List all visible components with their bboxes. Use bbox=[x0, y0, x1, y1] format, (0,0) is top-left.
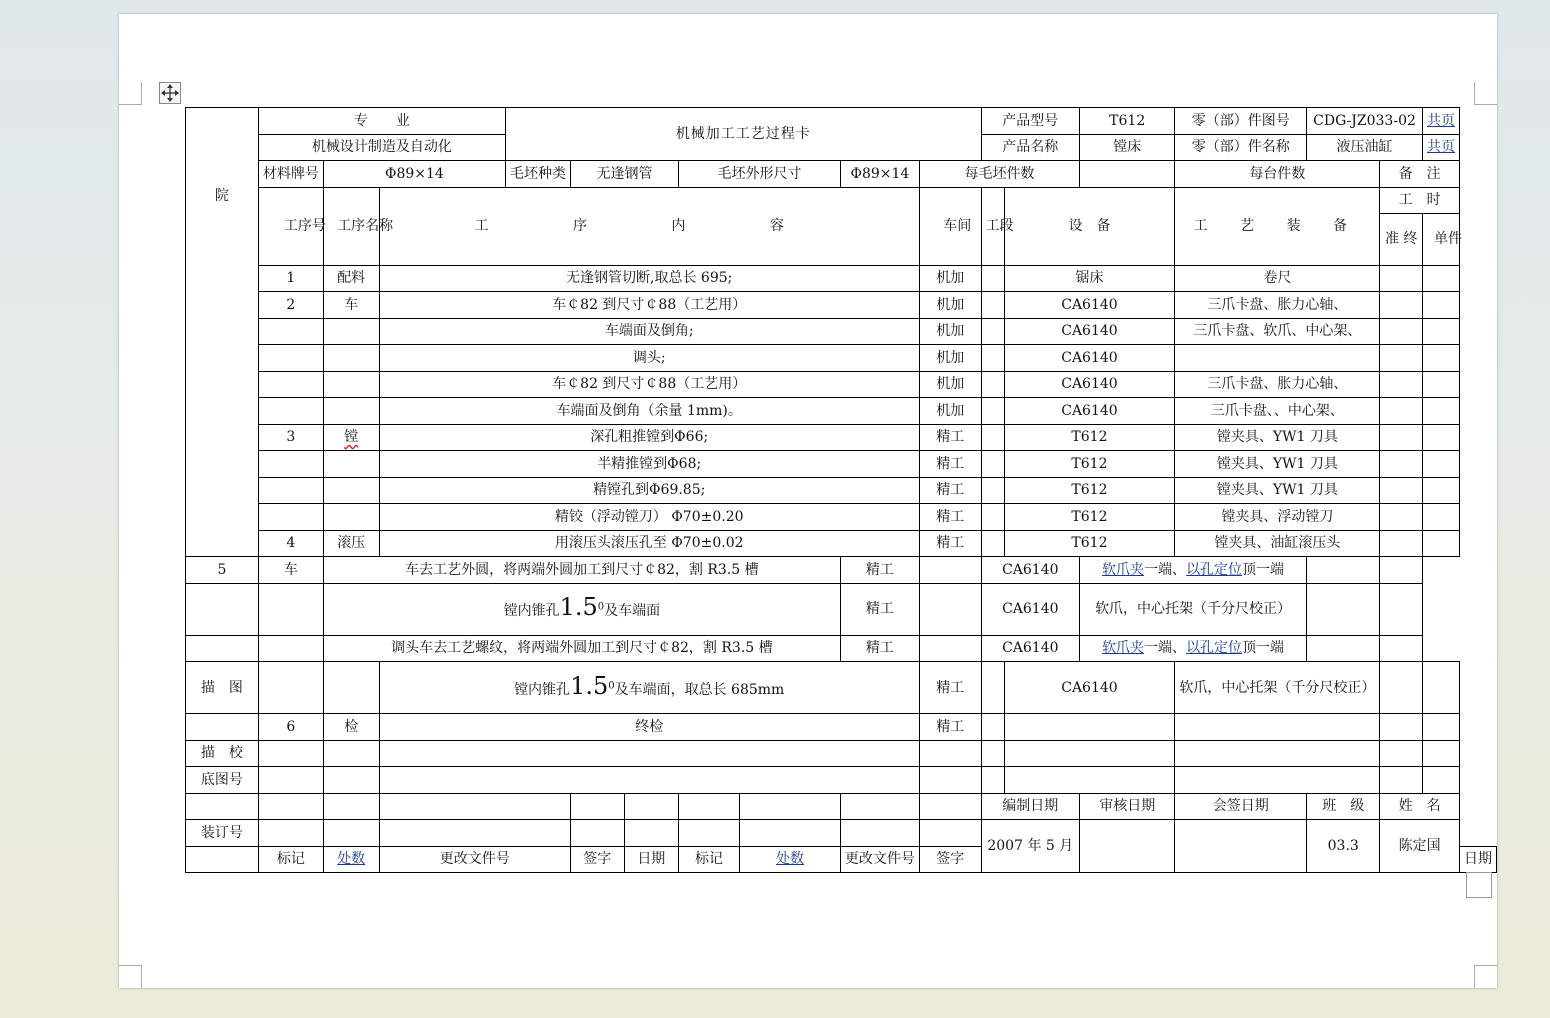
process-card-table bbox=[185, 107, 1497, 873]
part-drawing-label: 零（部）件图号 bbox=[1175, 108, 1307, 135]
document-page bbox=[119, 14, 1497, 988]
material-value: Φ89×14 bbox=[323, 161, 505, 188]
footer-sign-2: 签字 bbox=[919, 846, 981, 873]
side-binding-label: 装订号 bbox=[186, 820, 259, 847]
remark-label: 备 注 bbox=[1380, 161, 1460, 188]
process-row: 半精推镗到Φ68; 精工 T612 镗夹具、YW1 刀具 bbox=[186, 451, 1497, 478]
tool-soft-jaw-link[interactable]: 软爪夹 bbox=[1102, 640, 1145, 657]
part-name-value: 液压油缸 bbox=[1307, 134, 1423, 161]
product-name-value: 镗床 bbox=[1080, 134, 1175, 161]
tool-soft-jaw-link[interactable]: 软爪夹 bbox=[1102, 561, 1145, 578]
col-equipment: 设 备 bbox=[1004, 187, 1175, 265]
col-op-name: 工序名称 bbox=[323, 187, 379, 265]
college-cell bbox=[186, 108, 259, 188]
footer-count-2[interactable]: 处数 bbox=[740, 846, 841, 873]
side-trace-check-label: 描 校 bbox=[186, 740, 259, 767]
college-label: 院 bbox=[186, 187, 259, 557]
compile-date-label: 编制日期 bbox=[981, 793, 1079, 820]
footer-sign-1: 签字 bbox=[571, 846, 625, 873]
col-hours: 工 时 bbox=[1380, 187, 1460, 213]
tool-hole-locate-link[interactable]: 以孔定位 bbox=[1186, 561, 1243, 578]
tool-hole-locate-link[interactable]: 以孔定位 bbox=[1186, 640, 1243, 657]
margin-corner-bottom-left bbox=[119, 965, 142, 988]
blank-type-label: 毛坯种类 bbox=[506, 161, 571, 188]
process-row: 4 滚压 用滚压头滚压孔至 Φ70±0.02 精工 T612 镗夹具、油缸滚压头 bbox=[186, 530, 1497, 557]
review-date-label: 审核日期 bbox=[1080, 793, 1175, 820]
process-row: 6 检 终检 精工 bbox=[186, 714, 1497, 741]
card-title: 机械加工工艺过程卡 bbox=[506, 108, 982, 161]
side-base-no-label: 底图号 bbox=[186, 767, 259, 794]
process-row: 精镗孔到Φ69.85; 精工 T612 镗夹具、YW1 刀具 bbox=[186, 477, 1497, 504]
margin-corner-top-left bbox=[119, 82, 142, 105]
process-row: 1 配料 无逢钢管切断,取总长 695; 机加 锯床 卷尺 bbox=[186, 265, 1497, 292]
process-row: 车端面及倒角; 机加 CA6140 三爪卡盘、软爪、中心架、 bbox=[186, 318, 1497, 345]
col-tooling: 工 艺 装 备 bbox=[1175, 187, 1380, 265]
specialty-label: 专 业 bbox=[258, 108, 505, 135]
margin-corner-top-right bbox=[1474, 82, 1497, 105]
page-number[interactable]: 共页 bbox=[1423, 134, 1460, 161]
process-row: 5 车 车去工艺外圆，将两端外圆加工到尺寸￠82，割 R3.5 槽 精工 CA6140 软爪夹一端、以孔定位顶一端 bbox=[186, 557, 1497, 584]
blank-type-value: 无逢钢管 bbox=[571, 161, 679, 188]
per-blank-label: 每毛坯件数 bbox=[919, 161, 1079, 188]
specialty-value: 机械设计制造及自动化 bbox=[258, 134, 505, 161]
col-content: 工 序 内 容 bbox=[379, 187, 919, 265]
product-model-value: T612 bbox=[1080, 108, 1175, 135]
product-model-label: 产品型号 bbox=[981, 108, 1079, 135]
total-pages[interactable]: 共页 bbox=[1423, 108, 1460, 135]
footer-change-doc-2: 更改文件号 bbox=[840, 846, 919, 873]
process-row: 描 图 镗内锥孔$1.5^0$及车端面，取总长 685mm 精工 CA6140 软爪，中心托架（千分尺校正） bbox=[186, 662, 1497, 714]
class-value: 03.3 bbox=[1307, 820, 1380, 873]
footer-date-2: 日期 bbox=[1460, 846, 1497, 873]
col-workshop: 车间 bbox=[919, 187, 981, 265]
col-op-no: 工序号 bbox=[258, 187, 323, 265]
process-row: 精铰（浮动镗刀） Φ70±0.20 精工 T612 镗夹具、浮动镗刀 bbox=[186, 504, 1497, 531]
per-unit-label: 每台件数 bbox=[1175, 161, 1380, 188]
per-blank-value bbox=[1080, 161, 1175, 188]
process-row: 3 镗 深孔粗推镗到Φ66; 精工 T612 镗夹具、YW1 刀具 bbox=[186, 424, 1497, 451]
footer-change-doc-1: 更改文件号 bbox=[379, 846, 570, 873]
blank-size-value: Φ89×14 bbox=[840, 161, 919, 188]
col-section: 工段 bbox=[981, 187, 1004, 265]
class-label: 班 级 bbox=[1307, 793, 1380, 820]
process-row: 调头车去工艺螺纹，将两端外圆加工到尺寸￠82，割 R3.5 槽 精工 CA6140 软爪夹一端、以孔定位顶一端 bbox=[186, 635, 1497, 662]
process-row: 镗内锥孔$1.5^0$及车端面 精工 CA6140 软爪，中心托架（千分尺校正） bbox=[186, 583, 1497, 635]
sign-date-label: 会签日期 bbox=[1175, 793, 1307, 820]
compile-date-value: 2007 年 5 月 bbox=[981, 820, 1079, 873]
process-row: 车￠82 到尺寸￠88（工艺用） 机加 CA6140 三爪卡盘、胀力心轴、 bbox=[186, 371, 1497, 398]
footer-date-1: 日期 bbox=[624, 846, 678, 873]
part-drawing-value: CDG-JZ033-02 bbox=[1307, 108, 1423, 135]
name-value: 陈定国 bbox=[1380, 820, 1460, 873]
margin-corner-bottom-right bbox=[1474, 965, 1497, 988]
footer-mark-1: 标记 bbox=[258, 846, 323, 873]
col-unit: 单件 bbox=[1423, 213, 1460, 265]
process-row: 2 车 车￠82 到尺寸￠88（工艺用） 机加 CA6140 三爪卡盘、胀力心轴、 bbox=[186, 292, 1497, 319]
blank-size-label: 毛坯外形尺寸 bbox=[679, 161, 841, 188]
part-name-label: 零（部）件名称 bbox=[1175, 134, 1307, 161]
footer-count-1[interactable]: 处数 bbox=[323, 846, 379, 873]
name-label: 姓 名 bbox=[1380, 793, 1460, 820]
product-name-label: 产品名称 bbox=[981, 134, 1079, 161]
table-resize-handle[interactable] bbox=[1466, 872, 1492, 898]
material-label: 材料牌号 bbox=[258, 161, 323, 188]
col-prep: 准 终 bbox=[1380, 213, 1423, 265]
table-move-handle-icon[interactable] bbox=[159, 82, 181, 104]
side-trace-label: 描 图 bbox=[186, 662, 259, 714]
process-row: 调头; 机加 CA6140 bbox=[186, 345, 1497, 372]
process-row: 车端面及倒角（余量 1mm)。 机加 CA6140 三爪卡盘、、中心架、 bbox=[186, 398, 1497, 425]
footer-mark-2: 标记 bbox=[679, 846, 740, 873]
